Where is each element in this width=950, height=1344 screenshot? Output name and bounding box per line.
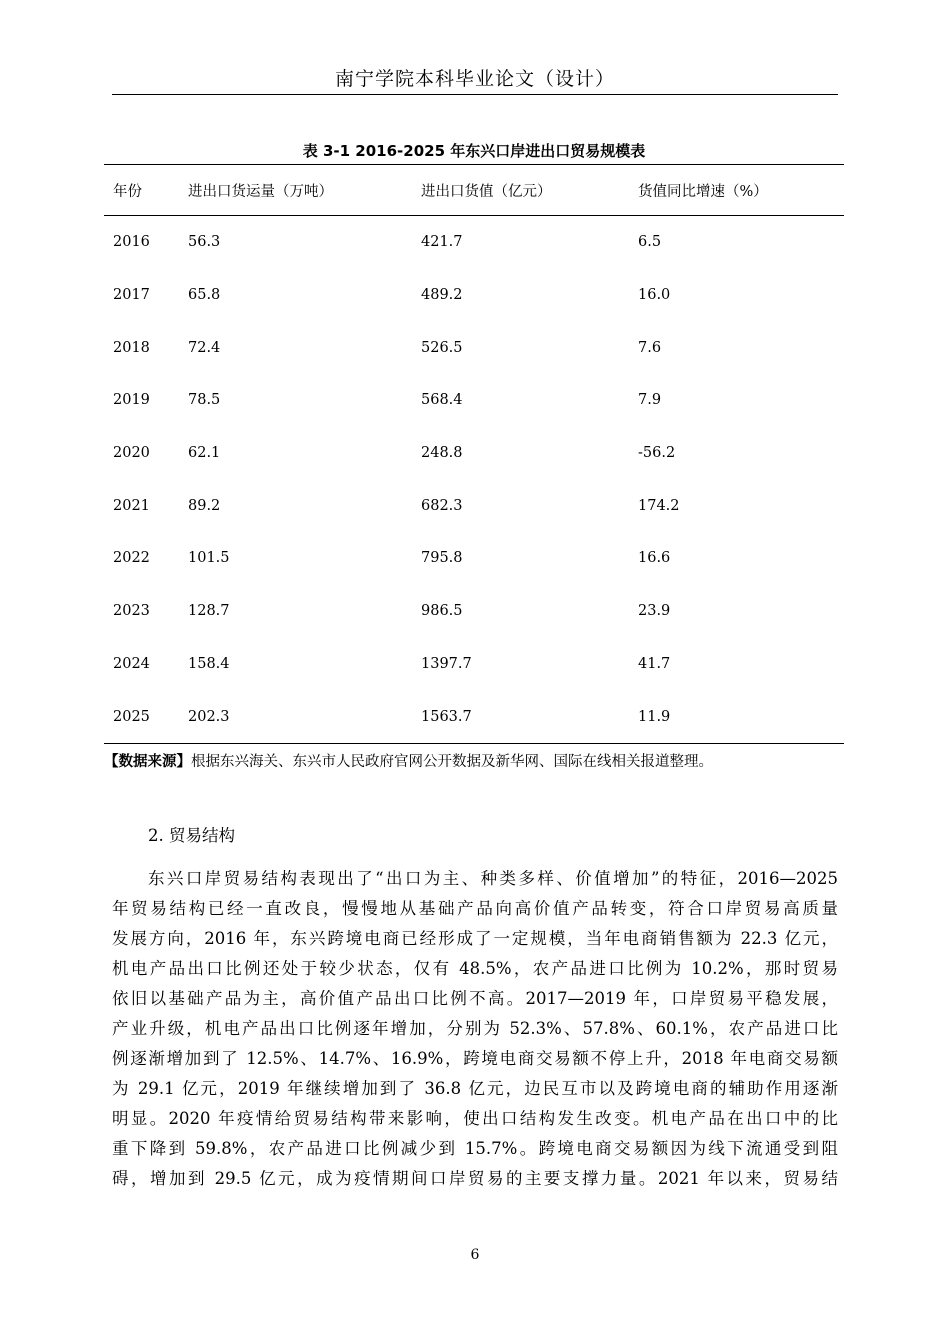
source-text: 根据东兴海关、东兴市人民政府官网公开数据及新华网、国际在线相关报道整理。 <box>191 754 713 770</box>
cell-volume: 72.4 <box>188 339 221 356</box>
table-row <box>104 638 844 691</box>
paragraph-line: 例逐渐增加到了 12.5%、14.7%、16.9%，跨境电商交易额不停上升，2018 年电商交易额 <box>112 1049 838 1068</box>
paragraph-line: 为 29.1 亿元，2019 年继续增加到了 36.8 亿元，边民互市以及跨境电商的辅助作用逐渐 <box>112 1079 838 1098</box>
cell-volume: 158.4 <box>188 655 230 672</box>
paragraph-line: 东兴口岸贸易结构表现出了“出口为主、种类多样、价值增加”的特征，2016—2025 <box>148 869 838 888</box>
cell-volume: 62.1 <box>188 445 221 462</box>
trade-scale-table <box>104 164 844 744</box>
column-header-value: 进出口货值（亿元） <box>412 165 629 216</box>
cell-year: 2016 <box>113 234 150 251</box>
cell-volume: 56.3 <box>188 234 221 251</box>
cell-growth: 174.2 <box>638 497 680 514</box>
cell-growth: 7.9 <box>638 392 662 409</box>
cell-value: 248.8 <box>421 445 463 462</box>
table-row <box>104 532 844 585</box>
cell-growth: 23.9 <box>638 603 671 620</box>
cell-volume: 202.3 <box>179 690 412 743</box>
header-divider <box>112 94 838 95</box>
paragraph-line: 重下降到 59.8%，农产品进口比例减少到 15.7%。跨境电商交易额因为线下流通受到阻 <box>112 1139 838 1158</box>
cell-year: 2017 <box>113 287 150 304</box>
paragraph-line: 机电产品出口比例还处于较少状态，仅有 48.5%，农产品进口比例为 10.2%，那时贸易 <box>112 959 838 978</box>
table-row <box>104 374 844 427</box>
cell-year: 2019 <box>113 392 150 409</box>
paragraph-line: 明显。2020 年疫情给贸易结构带来影响，使出口结构发生改变。机电产品在出口中的比 <box>112 1109 838 1128</box>
cell-value: 682.3 <box>421 497 463 514</box>
cell-value: 986.5 <box>421 603 463 620</box>
cell-year: 2024 <box>113 655 150 672</box>
cell-year: 2025 <box>104 690 179 743</box>
cell-growth: 16.0 <box>638 287 671 304</box>
paragraph-line: 产业升级，机电产品出口比例逐年增加，分别为 52.3%、57.8%、60.1%，农产品进口比 <box>112 1019 838 1038</box>
cell-growth: 41.7 <box>638 655 671 672</box>
cell-value: 795.8 <box>421 550 463 567</box>
table-row <box>104 585 844 638</box>
page-header-title: 南宁学院本科毕业论文（设计） <box>334 68 615 90</box>
column-header-growth: 货值同比增速（%） <box>629 165 844 216</box>
page-number: 6 <box>470 1247 480 1263</box>
cell-volume: 78.5 <box>188 392 221 409</box>
cell-growth: 16.6 <box>638 550 671 567</box>
cell-growth: 7.6 <box>638 339 662 356</box>
table-row <box>104 690 844 743</box>
table-row <box>104 427 844 480</box>
table-header-row <box>104 165 844 216</box>
section-heading: 2. 贸易结构 <box>148 826 235 845</box>
cell-value: 489.2 <box>421 287 463 304</box>
cell-year: 2022 <box>113 550 150 567</box>
cell-year: 2020 <box>113 445 150 462</box>
table-row <box>104 269 844 322</box>
cell-volume: 65.8 <box>188 287 221 304</box>
cell-year: 2018 <box>113 339 150 356</box>
column-header-volume: 进出口货运量（万吨） <box>179 165 412 216</box>
table-caption: 表 3-1 2016-2025 年东兴口岸进出口贸易规模表 <box>302 142 646 160</box>
cell-value: 1563.7 <box>412 690 629 743</box>
cell-value: 1397.7 <box>421 655 472 672</box>
cell-value: 526.5 <box>421 339 463 356</box>
cell-growth: 6.5 <box>638 234 662 251</box>
cell-year: 2023 <box>113 603 150 620</box>
paragraph-line: 发展方向，2016 年，东兴跨境电商已经形成了一定规模，当年电商销售额为 22.3 亿元， <box>112 929 838 948</box>
column-header-year: 年份 <box>104 165 179 216</box>
paragraph-line: 依旧以基础产品为主，高价值产品出口比例不高。2017—2019 年，口岸贸易平稳发展， <box>112 989 838 1008</box>
cell-value: 421.7 <box>421 234 463 251</box>
cell-volume: 89.2 <box>188 497 221 514</box>
cell-growth: -56.2 <box>638 445 676 462</box>
table-source-note <box>104 750 864 771</box>
table-row <box>104 479 844 532</box>
cell-growth: 11.9 <box>629 690 844 743</box>
paragraph-line: 碍，增加到 29.5 亿元，成为疫情期间口岸贸易的主要支撑力量。2021 年以来，贸易结 <box>112 1169 838 1188</box>
cell-volume: 101.5 <box>188 550 230 567</box>
cell-year: 2021 <box>113 497 150 514</box>
cell-volume: 128.7 <box>188 603 230 620</box>
paragraph-line: 年贸易结构已经一直改良，慢慢地从基础产品向高价值产品转变，符合口岸贸易高质量 <box>112 899 838 918</box>
cell-value: 568.4 <box>421 392 463 409</box>
table-row <box>104 216 844 269</box>
body-paragraph <box>112 864 838 1194</box>
source-label: 【数据来源】 <box>104 753 191 770</box>
table-row <box>104 321 844 374</box>
